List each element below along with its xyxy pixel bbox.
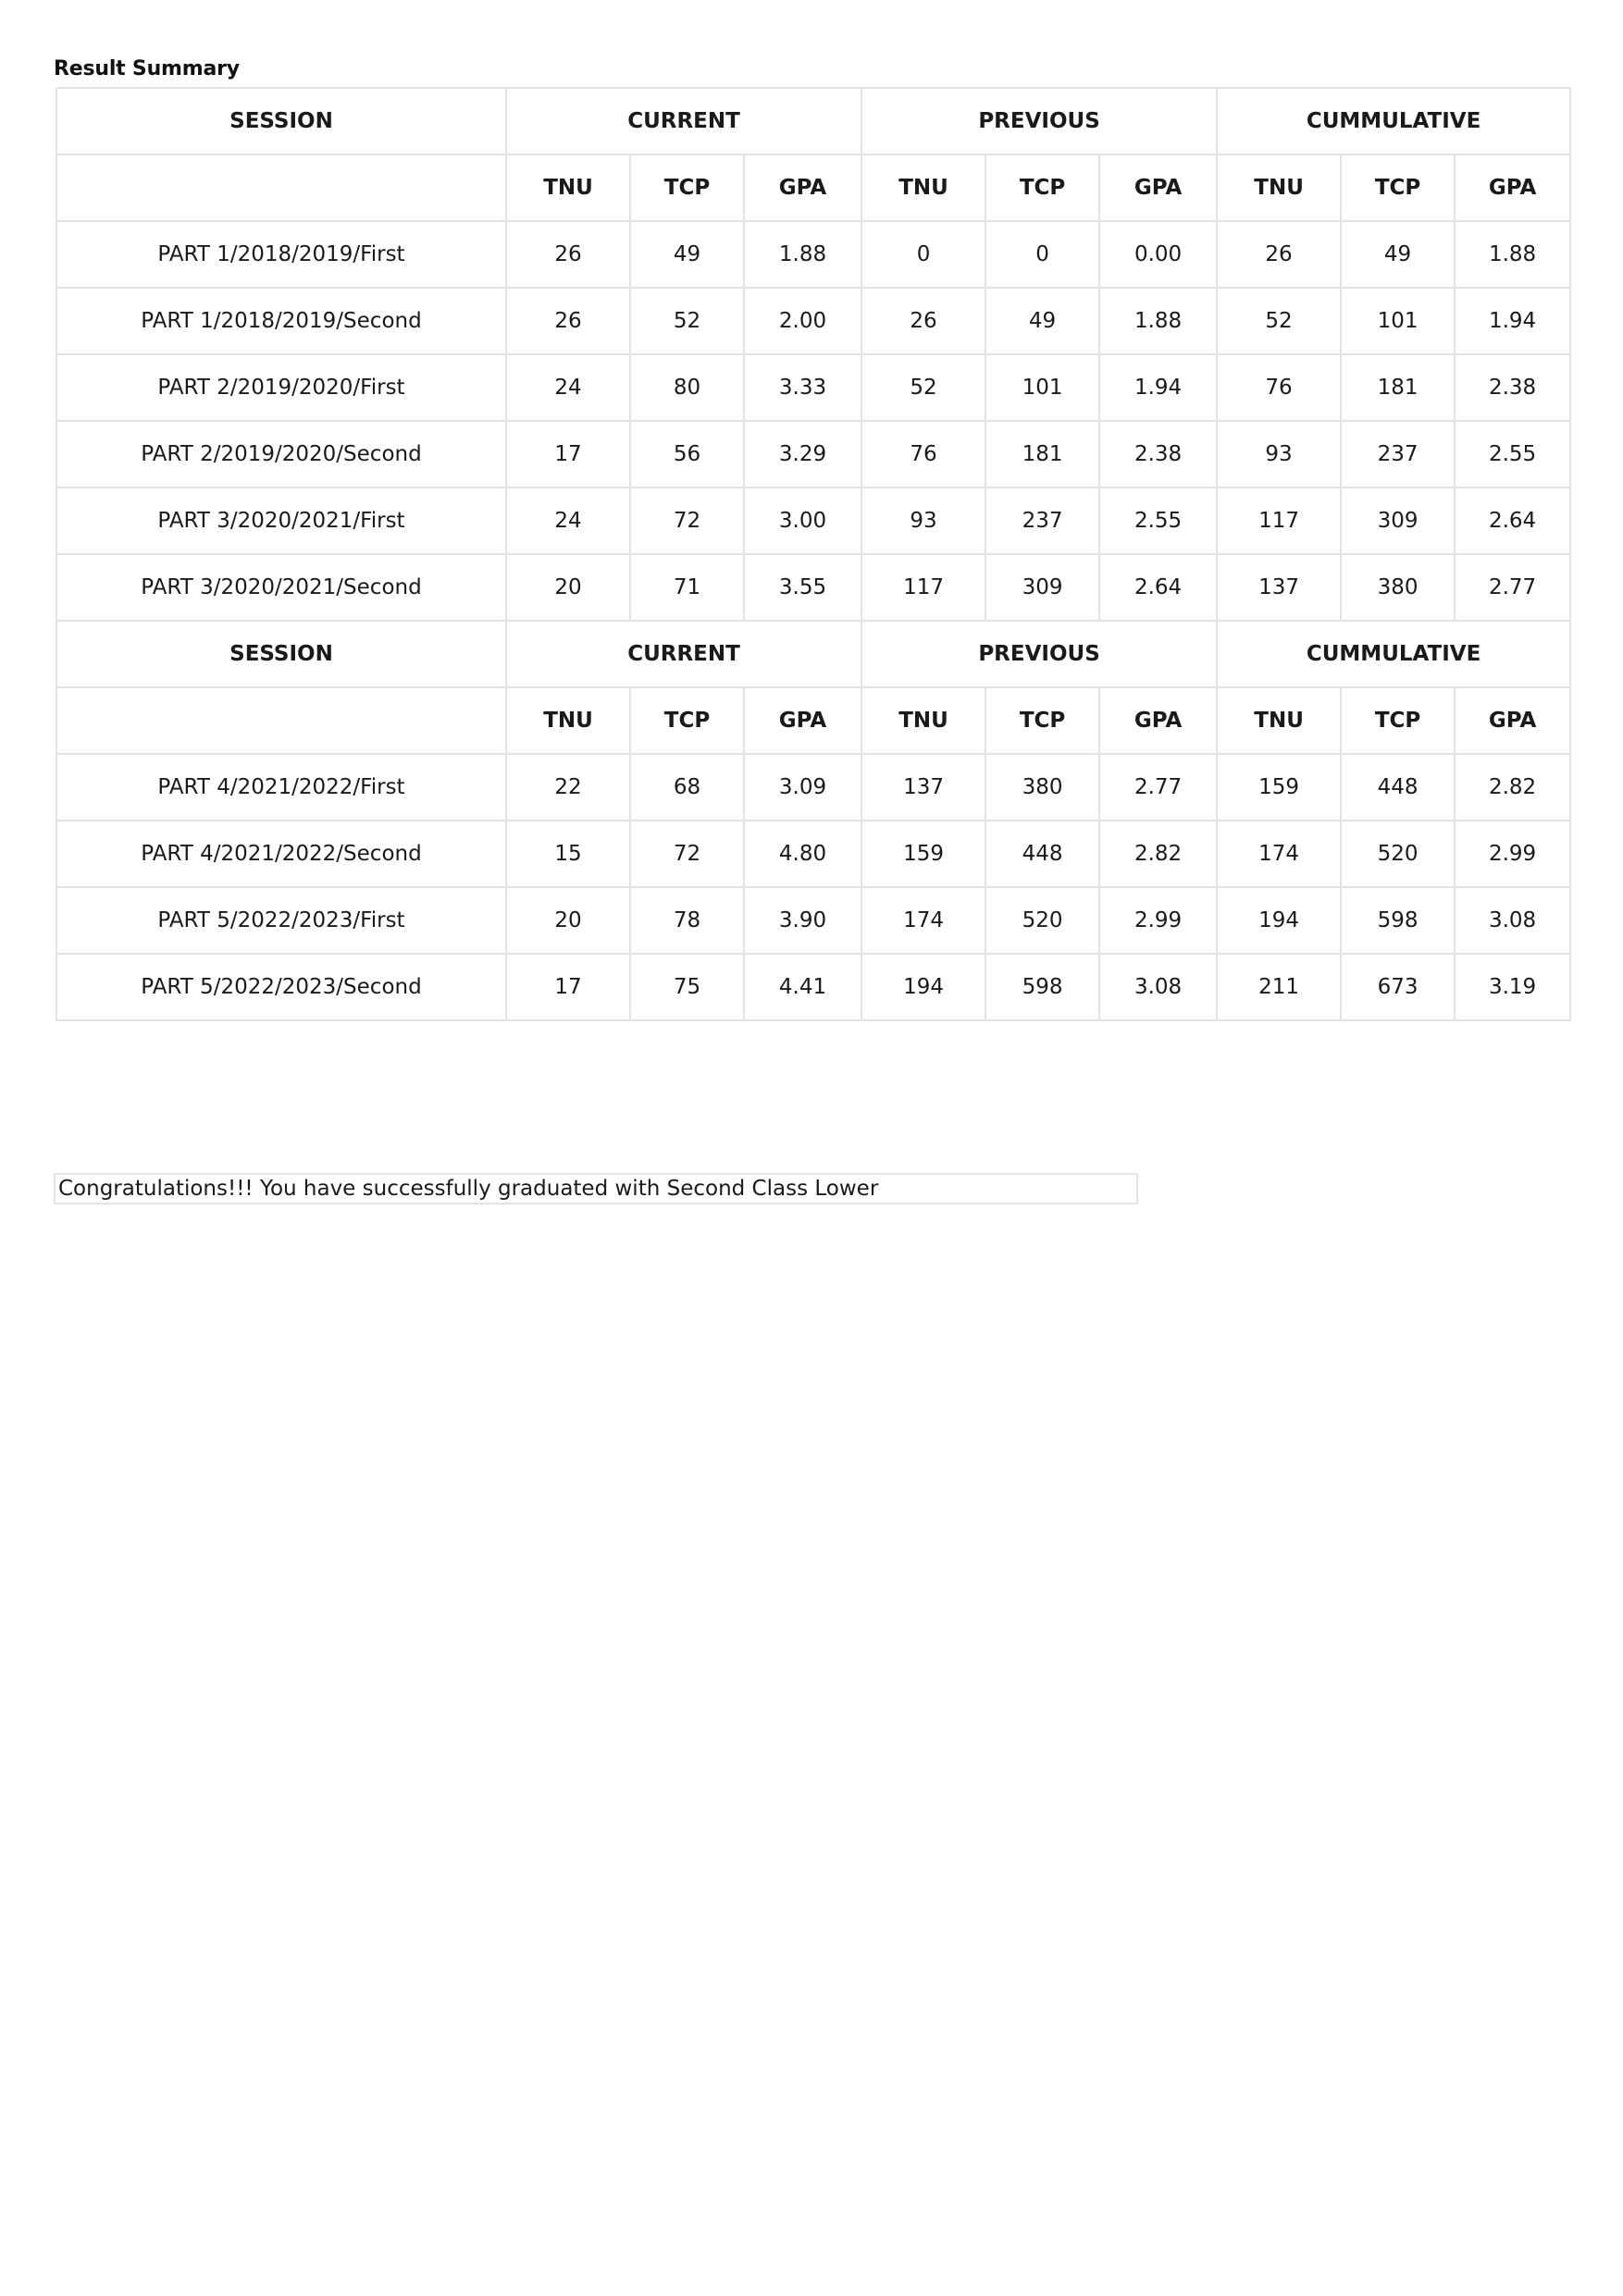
- value-cell: 93: [1217, 421, 1341, 488]
- column-header-gpa: GPA: [744, 154, 861, 221]
- column-header-gpa: GPA: [1099, 154, 1217, 221]
- value-cell: 159: [1217, 754, 1341, 821]
- value-cell: 56: [630, 421, 744, 488]
- value-cell: 309: [1341, 488, 1455, 554]
- session-cell: PART 4/2021/2022/Second: [56, 821, 506, 887]
- value-cell: 3.09: [744, 754, 861, 821]
- group-header-current: CURRENT: [506, 88, 861, 154]
- value-cell: 194: [1217, 887, 1341, 954]
- value-cell: 26: [506, 221, 630, 288]
- value-cell: 0.00: [1099, 221, 1217, 288]
- value-cell: 448: [985, 821, 1099, 887]
- column-header-tnu: TNU: [861, 687, 985, 754]
- value-cell: 26: [861, 288, 985, 354]
- value-cell: 2.82: [1455, 754, 1570, 821]
- value-cell: 237: [985, 488, 1099, 554]
- value-cell: 75: [630, 954, 744, 1020]
- value-cell: 52: [630, 288, 744, 354]
- column-header-row: [56, 154, 1570, 221]
- table-row: [56, 354, 1570, 421]
- column-header-tcp: TCP: [630, 154, 744, 221]
- value-cell: 2.55: [1455, 421, 1570, 488]
- value-cell: 15: [506, 821, 630, 887]
- group-header-previous: PREVIOUS: [861, 621, 1217, 687]
- value-cell: 520: [985, 887, 1099, 954]
- value-cell: 76: [1217, 354, 1341, 421]
- value-cell: 49: [630, 221, 744, 288]
- page-title: Result Summary: [54, 57, 240, 80]
- column-header-gpa: GPA: [1099, 687, 1217, 754]
- value-cell: 3.55: [744, 554, 861, 621]
- column-header-tnu: TNU: [1217, 154, 1341, 221]
- column-header-tnu: TNU: [861, 154, 985, 221]
- group-header-previous: PREVIOUS: [861, 88, 1217, 154]
- session-cell: PART 5/2022/2023/First: [56, 887, 506, 954]
- value-cell: 1.88: [1455, 221, 1570, 288]
- value-cell: 3.90: [744, 887, 861, 954]
- session-cell: PART 4/2021/2022/First: [56, 754, 506, 821]
- value-cell: 3.00: [744, 488, 861, 554]
- value-cell: 598: [985, 954, 1099, 1020]
- value-cell: 2.77: [1455, 554, 1570, 621]
- value-cell: 72: [630, 821, 744, 887]
- value-cell: 17: [506, 954, 630, 1020]
- value-cell: 3.33: [744, 354, 861, 421]
- column-header-gpa: GPA: [1455, 154, 1570, 221]
- value-cell: 26: [506, 288, 630, 354]
- value-cell: 2.99: [1099, 887, 1217, 954]
- session-cell: PART 1/2018/2019/First: [56, 221, 506, 288]
- value-cell: 26: [1217, 221, 1341, 288]
- group-header-row: [56, 88, 1570, 154]
- value-cell: 71: [630, 554, 744, 621]
- value-cell: 211: [1217, 954, 1341, 1020]
- value-cell: 309: [985, 554, 1099, 621]
- value-cell: 598: [1341, 887, 1455, 954]
- value-cell: 17: [506, 421, 630, 488]
- session-cell: PART 5/2022/2023/Second: [56, 954, 506, 1020]
- value-cell: 2.64: [1455, 488, 1570, 554]
- value-cell: 22: [506, 754, 630, 821]
- value-cell: 78: [630, 887, 744, 954]
- value-cell: 3.08: [1099, 954, 1217, 1020]
- session-cell: PART 2/2019/2020/First: [56, 354, 506, 421]
- group-header-cummulative: CUMMULATIVE: [1217, 621, 1570, 687]
- value-cell: 673: [1341, 954, 1455, 1020]
- value-cell: 4.80: [744, 821, 861, 887]
- value-cell: 448: [1341, 754, 1455, 821]
- column-header-gpa: GPA: [1455, 687, 1570, 754]
- session-cell: PART 2/2019/2020/Second: [56, 421, 506, 488]
- value-cell: 1.88: [744, 221, 861, 288]
- table-row: [56, 421, 1570, 488]
- value-cell: 49: [1341, 221, 1455, 288]
- column-header-tnu: TNU: [1217, 687, 1341, 754]
- column-header-tcp: TCP: [1341, 687, 1455, 754]
- value-cell: 237: [1341, 421, 1455, 488]
- value-cell: 117: [1217, 488, 1341, 554]
- table-row: [56, 887, 1570, 954]
- session-header: SESSION: [56, 88, 506, 154]
- value-cell: 4.41: [744, 954, 861, 1020]
- value-cell: 137: [861, 754, 985, 821]
- value-cell: 181: [1341, 354, 1455, 421]
- session-cell: PART 1/2018/2019/Second: [56, 288, 506, 354]
- value-cell: 2.38: [1455, 354, 1570, 421]
- session-subheader-empty: [56, 687, 506, 754]
- table-row: [56, 954, 1570, 1020]
- column-header-gpa: GPA: [744, 687, 861, 754]
- value-cell: 380: [985, 754, 1099, 821]
- table-row: [56, 754, 1570, 821]
- value-cell: 3.29: [744, 421, 861, 488]
- value-cell: 20: [506, 887, 630, 954]
- value-cell: 20: [506, 554, 630, 621]
- graduation-message: Congratulations!!! You have successfully graduated with Second Class Lower: [54, 1173, 1138, 1204]
- value-cell: 24: [506, 354, 630, 421]
- value-cell: 0: [985, 221, 1099, 288]
- group-header-row: [56, 621, 1570, 687]
- session-header: SESSION: [56, 621, 506, 687]
- value-cell: 181: [985, 421, 1099, 488]
- value-cell: 174: [1217, 821, 1341, 887]
- value-cell: 137: [1217, 554, 1341, 621]
- value-cell: 3.19: [1455, 954, 1570, 1020]
- table-row: [56, 488, 1570, 554]
- column-header-row: [56, 687, 1570, 754]
- value-cell: 2.00: [744, 288, 861, 354]
- result-summary-table: [56, 87, 1571, 1021]
- session-cell: PART 3/2020/2021/First: [56, 488, 506, 554]
- value-cell: 72: [630, 488, 744, 554]
- value-cell: 0: [861, 221, 985, 288]
- value-cell: 2.55: [1099, 488, 1217, 554]
- value-cell: 2.82: [1099, 821, 1217, 887]
- value-cell: 3.08: [1455, 887, 1570, 954]
- column-header-tcp: TCP: [1341, 154, 1455, 221]
- column-header-tcp: TCP: [630, 687, 744, 754]
- column-header-tcp: TCP: [985, 687, 1099, 754]
- column-header-tcp: TCP: [985, 154, 1099, 221]
- value-cell: 93: [861, 488, 985, 554]
- value-cell: 174: [861, 887, 985, 954]
- value-cell: 101: [985, 354, 1099, 421]
- value-cell: 1.88: [1099, 288, 1217, 354]
- value-cell: 1.94: [1099, 354, 1217, 421]
- value-cell: 52: [1217, 288, 1341, 354]
- value-cell: 80: [630, 354, 744, 421]
- value-cell: 380: [1341, 554, 1455, 621]
- value-cell: 194: [861, 954, 985, 1020]
- session-subheader-empty: [56, 154, 506, 221]
- group-header-cummulative: CUMMULATIVE: [1217, 88, 1570, 154]
- value-cell: 159: [861, 821, 985, 887]
- value-cell: 68: [630, 754, 744, 821]
- session-cell: PART 3/2020/2021/Second: [56, 554, 506, 621]
- value-cell: 101: [1341, 288, 1455, 354]
- table-row: [56, 821, 1570, 887]
- value-cell: 52: [861, 354, 985, 421]
- column-header-tnu: TNU: [506, 154, 630, 221]
- table-row: [56, 554, 1570, 621]
- value-cell: 24: [506, 488, 630, 554]
- value-cell: 2.99: [1455, 821, 1570, 887]
- value-cell: 49: [985, 288, 1099, 354]
- group-header-current: CURRENT: [506, 621, 861, 687]
- value-cell: 2.64: [1099, 554, 1217, 621]
- column-header-tnu: TNU: [506, 687, 630, 754]
- value-cell: 2.77: [1099, 754, 1217, 821]
- value-cell: 1.94: [1455, 288, 1570, 354]
- value-cell: 520: [1341, 821, 1455, 887]
- value-cell: 76: [861, 421, 985, 488]
- table-row: [56, 221, 1570, 288]
- value-cell: 117: [861, 554, 985, 621]
- value-cell: 2.38: [1099, 421, 1217, 488]
- table-row: [56, 288, 1570, 354]
